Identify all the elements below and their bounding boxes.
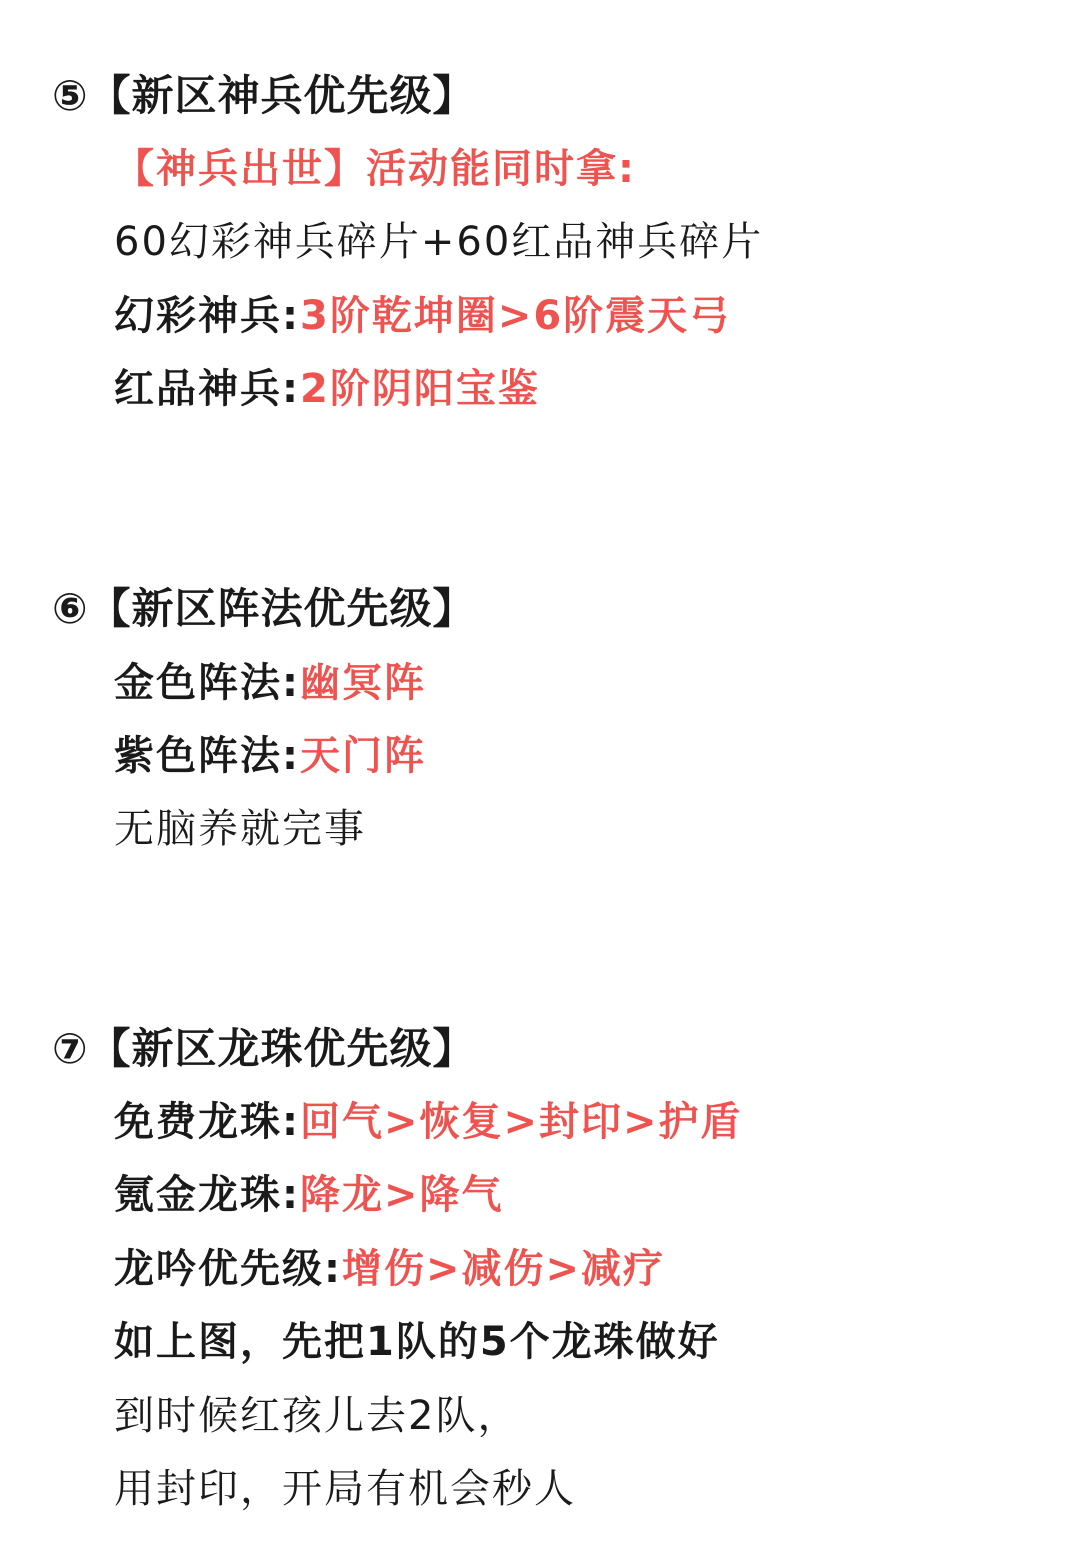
event-line: 【神兵出世】活动能同时拿: <box>114 146 636 192</box>
longyin-label: 龙吟优先级: <box>114 1246 342 1292</box>
section-heading: ⑦【新区龙珠优先级】 <box>52 1024 476 1073</box>
gold-formation-value: 幽冥阵 <box>300 660 426 706</box>
rainbow-weapon-label: 幻彩神兵: <box>114 293 300 339</box>
shards-line: 60幻彩神兵碎片+60红品神兵碎片 <box>114 219 764 265</box>
longyin-value: 增伤>减伤>减疗 <box>342 1246 666 1292</box>
rainbow-weapon-value: 3阶乾坤圈>6阶震天弓 <box>300 293 732 339</box>
paid-orb-value: 降龙>降气 <box>300 1172 504 1218</box>
free-orb-label: 免费龙珠: <box>114 1099 300 1145</box>
red-weapon-value: 2阶阴阳宝鉴 <box>300 366 540 412</box>
purple-formation-line <box>114 728 426 784</box>
orb-note-line-1: 到时候红孩儿去2队， <box>114 1393 520 1439</box>
section-heading: ⑥【新区阵法优先级】 <box>52 584 476 633</box>
paid-orb-line <box>114 1167 504 1223</box>
free-orb-line <box>114 1094 743 1150</box>
red-weapon-line <box>114 361 540 417</box>
orb-tip-line: 如上图，先把1队的5个龙珠做好 <box>114 1319 720 1365</box>
free-orb-value: 回气>恢复>封印>护盾 <box>300 1099 743 1145</box>
orb-note-line-2: 用封印，开局有机会秒人 <box>114 1466 576 1512</box>
rainbow-weapon-line <box>114 288 731 344</box>
gold-formation-label: 金色阵法: <box>114 660 300 706</box>
gold-formation-line <box>114 655 426 711</box>
paid-orb-label: 氪金龙珠: <box>114 1172 300 1218</box>
formation-note: 无脑养就完事 <box>114 806 366 852</box>
purple-formation-label: 紫色阵法: <box>114 733 300 779</box>
red-weapon-label: 红品神兵: <box>114 366 300 412</box>
purple-formation-value: 天门阵 <box>300 733 426 779</box>
section-heading: ⑤【新区神兵优先级】 <box>52 71 476 120</box>
longyin-line <box>114 1241 665 1297</box>
